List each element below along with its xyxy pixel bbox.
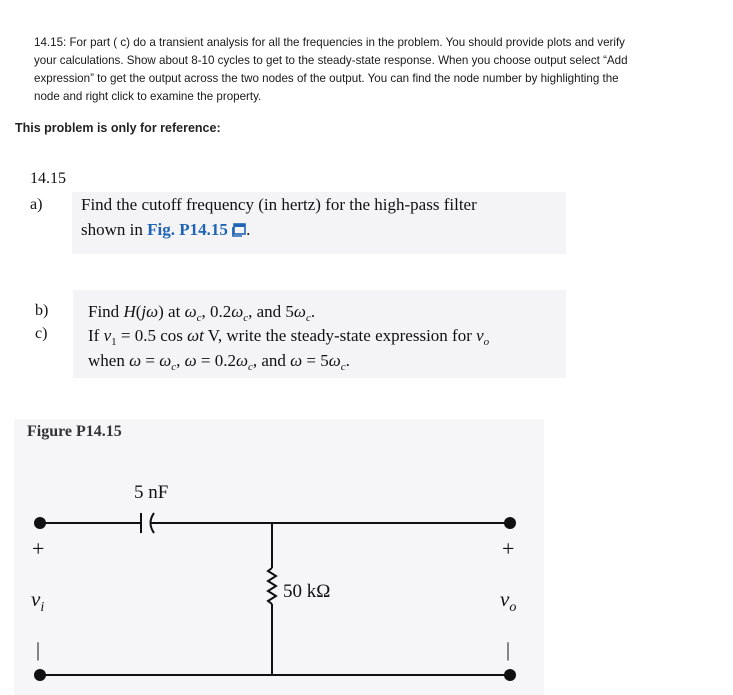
input-voltage-label: $v_i$ (31, 587, 45, 615)
figure-link[interactable]: Fig. P14.15 (147, 220, 246, 239)
resistor-label: 50 kΩ (283, 581, 331, 602)
part-a-label: a) (30, 196, 43, 213)
capacitor-label: 5 nF (134, 482, 169, 503)
part-c-label: c) (35, 325, 48, 342)
part-b-text: Find H(jω) at $\omega_c$, $0.2\omega_c$, and $5\omega_c$. (88, 302, 316, 324)
part-bc-equations (86, 296, 556, 382)
assignment-instructions: 14.15: For part ( c) do a transient analysis for all the frequencies in the problem. You should provide plots and verify your calculations. Show about 8-10 cycles to get to the steady-state response. When you choose output select “Add expression” to get the output across the two nodes of the output. You can find the node number by highlighting the node and right click to examine the property. (34, 36, 628, 103)
input-terminal-bottom (34, 669, 46, 681)
input-minus-sign: | (36, 639, 41, 661)
part-c-text-1: If $v_1 = 0.5$ cos ωt V, write the steady-state expression for $v_o$ (88, 326, 490, 348)
output-plus-sign: + (502, 536, 515, 561)
part-a-line-2-prefix: shown in (81, 220, 148, 239)
part-a-line-1: Find the cutoff frequency (in hertz) for the high-pass filter (81, 195, 477, 214)
part-b-label: b) (35, 302, 49, 319)
part-a-line-2-suffix: . (246, 220, 251, 239)
window-link-icon (232, 223, 246, 237)
part-a-line-2 (81, 217, 250, 242)
resistor-zigzag (268, 568, 276, 604)
part-c-text-2: when $\omega = \omega_c$, $\omega = 0.2\omega_c$, and $\omega = 5\omega_c$. (88, 351, 350, 373)
problem-number: 14.15 (30, 170, 66, 187)
output-voltage-label: $v_o$ (500, 587, 517, 615)
output-terminal-bottom (504, 669, 516, 681)
output-terminal-top (504, 517, 516, 529)
output-minus-sign: | (506, 639, 511, 661)
circuit-diagram (14, 419, 544, 695)
input-plus-sign: + (32, 536, 45, 561)
reference-note: This problem is only for reference: (15, 121, 221, 135)
input-terminal-top (34, 517, 46, 529)
figure-title: Figure P14.15 (27, 423, 122, 440)
